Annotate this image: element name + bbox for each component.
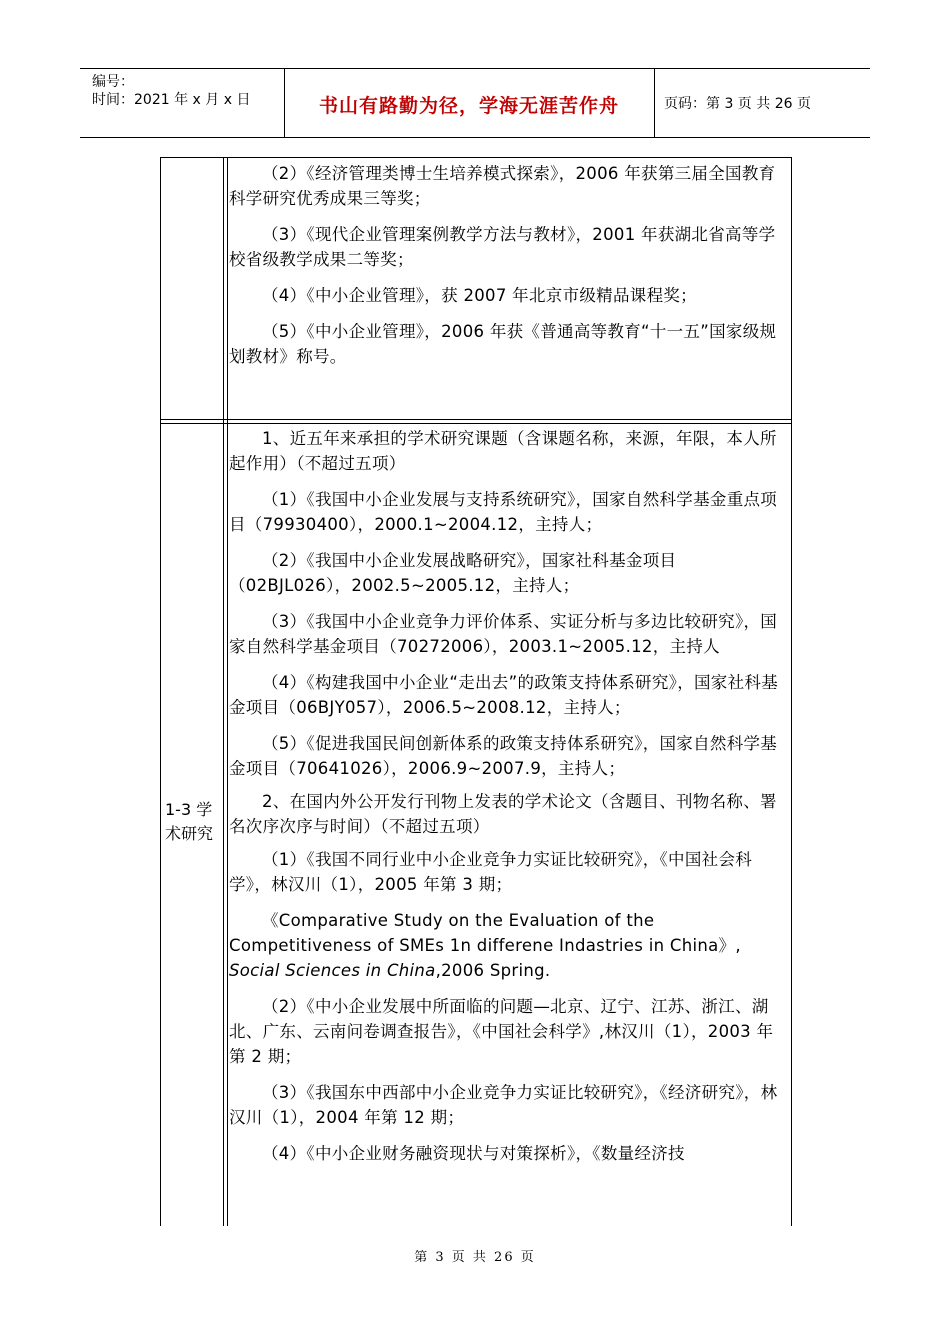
paper-item: （4）《中小企业财务融资现状与对策探析》，《数量经济技 bbox=[262, 1144, 685, 1163]
paper-item: （2）《中小企业发展中所面临的问题—北京、辽宁、江苏、浙江、湖北、广东、云南问卷调查报告》，《中国社会科学》,林汉川（1），2003 年第 2 期； bbox=[229, 997, 774, 1066]
award-item: （3）《现代企业管理案例教学方法与教材》，2001 年获湖北省高等学校省级教学成果二等奖； bbox=[229, 225, 776, 269]
awards-cell bbox=[229, 161, 785, 380]
paper-item: （3）《我国东中西部中小企业竞争力实证比较研究》，《经济研究》，林汉川（1），2004 年第 12 期； bbox=[229, 1083, 778, 1127]
page-footer: 第 3 页 共 26 页 bbox=[414, 1250, 536, 1265]
paper-english-title: 《Comparative Study on the Evaluation of the Competitiveness of SMEs 1n differene Indastries in China》, bbox=[229, 911, 741, 955]
project-item: （5）《促进我国民间创新体系的政策支持体系研究》，国家自然科学基金项目（70641026），2006.9~2007.9，主持人； bbox=[229, 734, 778, 778]
paper-english-date: ,2006 Spring. bbox=[435, 961, 551, 980]
column-divider bbox=[223, 158, 224, 1226]
paper-item: （1）《我国不同行业中小企业竞争力实证比较研究》，《中国社会科学》，林汉川（1），2005 年第 3 期； bbox=[229, 850, 753, 894]
project-item: （3）《我国中小企业竞争力评价体系、实证分析与多边比较研究》，国家自然科学基金项目（70272006），2003.1~2005.12，主持人 bbox=[229, 612, 778, 656]
content-table bbox=[160, 157, 792, 1226]
paper-item-english bbox=[229, 908, 785, 983]
header-meta bbox=[92, 73, 250, 109]
award-item: （5）《中小企业管理》，2006 年获《普通高等教育“十一五”国家级规划教材》称号。 bbox=[229, 322, 777, 366]
paper-english-journal: Social Sciences in China bbox=[229, 961, 436, 980]
award-item: （2）《经济管理类博士生培养模式探索》，2006 年获第三届全国教育科学研究优秀成果三等奖； bbox=[229, 164, 776, 208]
research-cell bbox=[229, 426, 785, 1177]
project-item: （2）《我国中小企业发展战略研究》，国家社科基金项目（02BJL026），2002.5~2005.12，主持人； bbox=[229, 551, 677, 595]
papers-heading: 2、在国内外公开发行刊物上发表的学术论文（含题目、刊物名称、署名次序次序与时间）（不超过五项） bbox=[229, 792, 777, 836]
project-item: （4）《构建我国中小企业“走出去”的政策支持体系研究》，国家社科基金项目（06BJY057），2006.5~2008.12，主持人； bbox=[229, 673, 778, 717]
section-label: 1-3 学术研究 bbox=[165, 800, 214, 843]
column-divider bbox=[227, 158, 228, 1226]
page-header bbox=[80, 68, 870, 138]
projects-heading: 1、近五年来承担的学术研究课题（含课题名称，来源，年限，本人所起作用）（不超过五项） bbox=[229, 429, 777, 473]
award-item: （4）《中小企业管理》，获 2007 年北京市级精品课程奖； bbox=[262, 286, 697, 305]
row-divider bbox=[161, 419, 791, 420]
number-label: 编号： bbox=[92, 74, 134, 90]
time-label: 时间：2021 年 x 月 x 日 bbox=[92, 92, 251, 108]
header-divider bbox=[654, 69, 655, 137]
project-item: （1）《我国中小企业发展与支持系统研究》，国家自然科学基金重点项目（79930400），2000.1~2004.12，主持人； bbox=[229, 490, 778, 534]
page-number: 页码：第 3 页 共 26 页 bbox=[664, 96, 811, 112]
motto: 书山有路勤为径，学海无涯苦作舟 bbox=[318, 95, 619, 117]
row-divider bbox=[161, 423, 791, 424]
